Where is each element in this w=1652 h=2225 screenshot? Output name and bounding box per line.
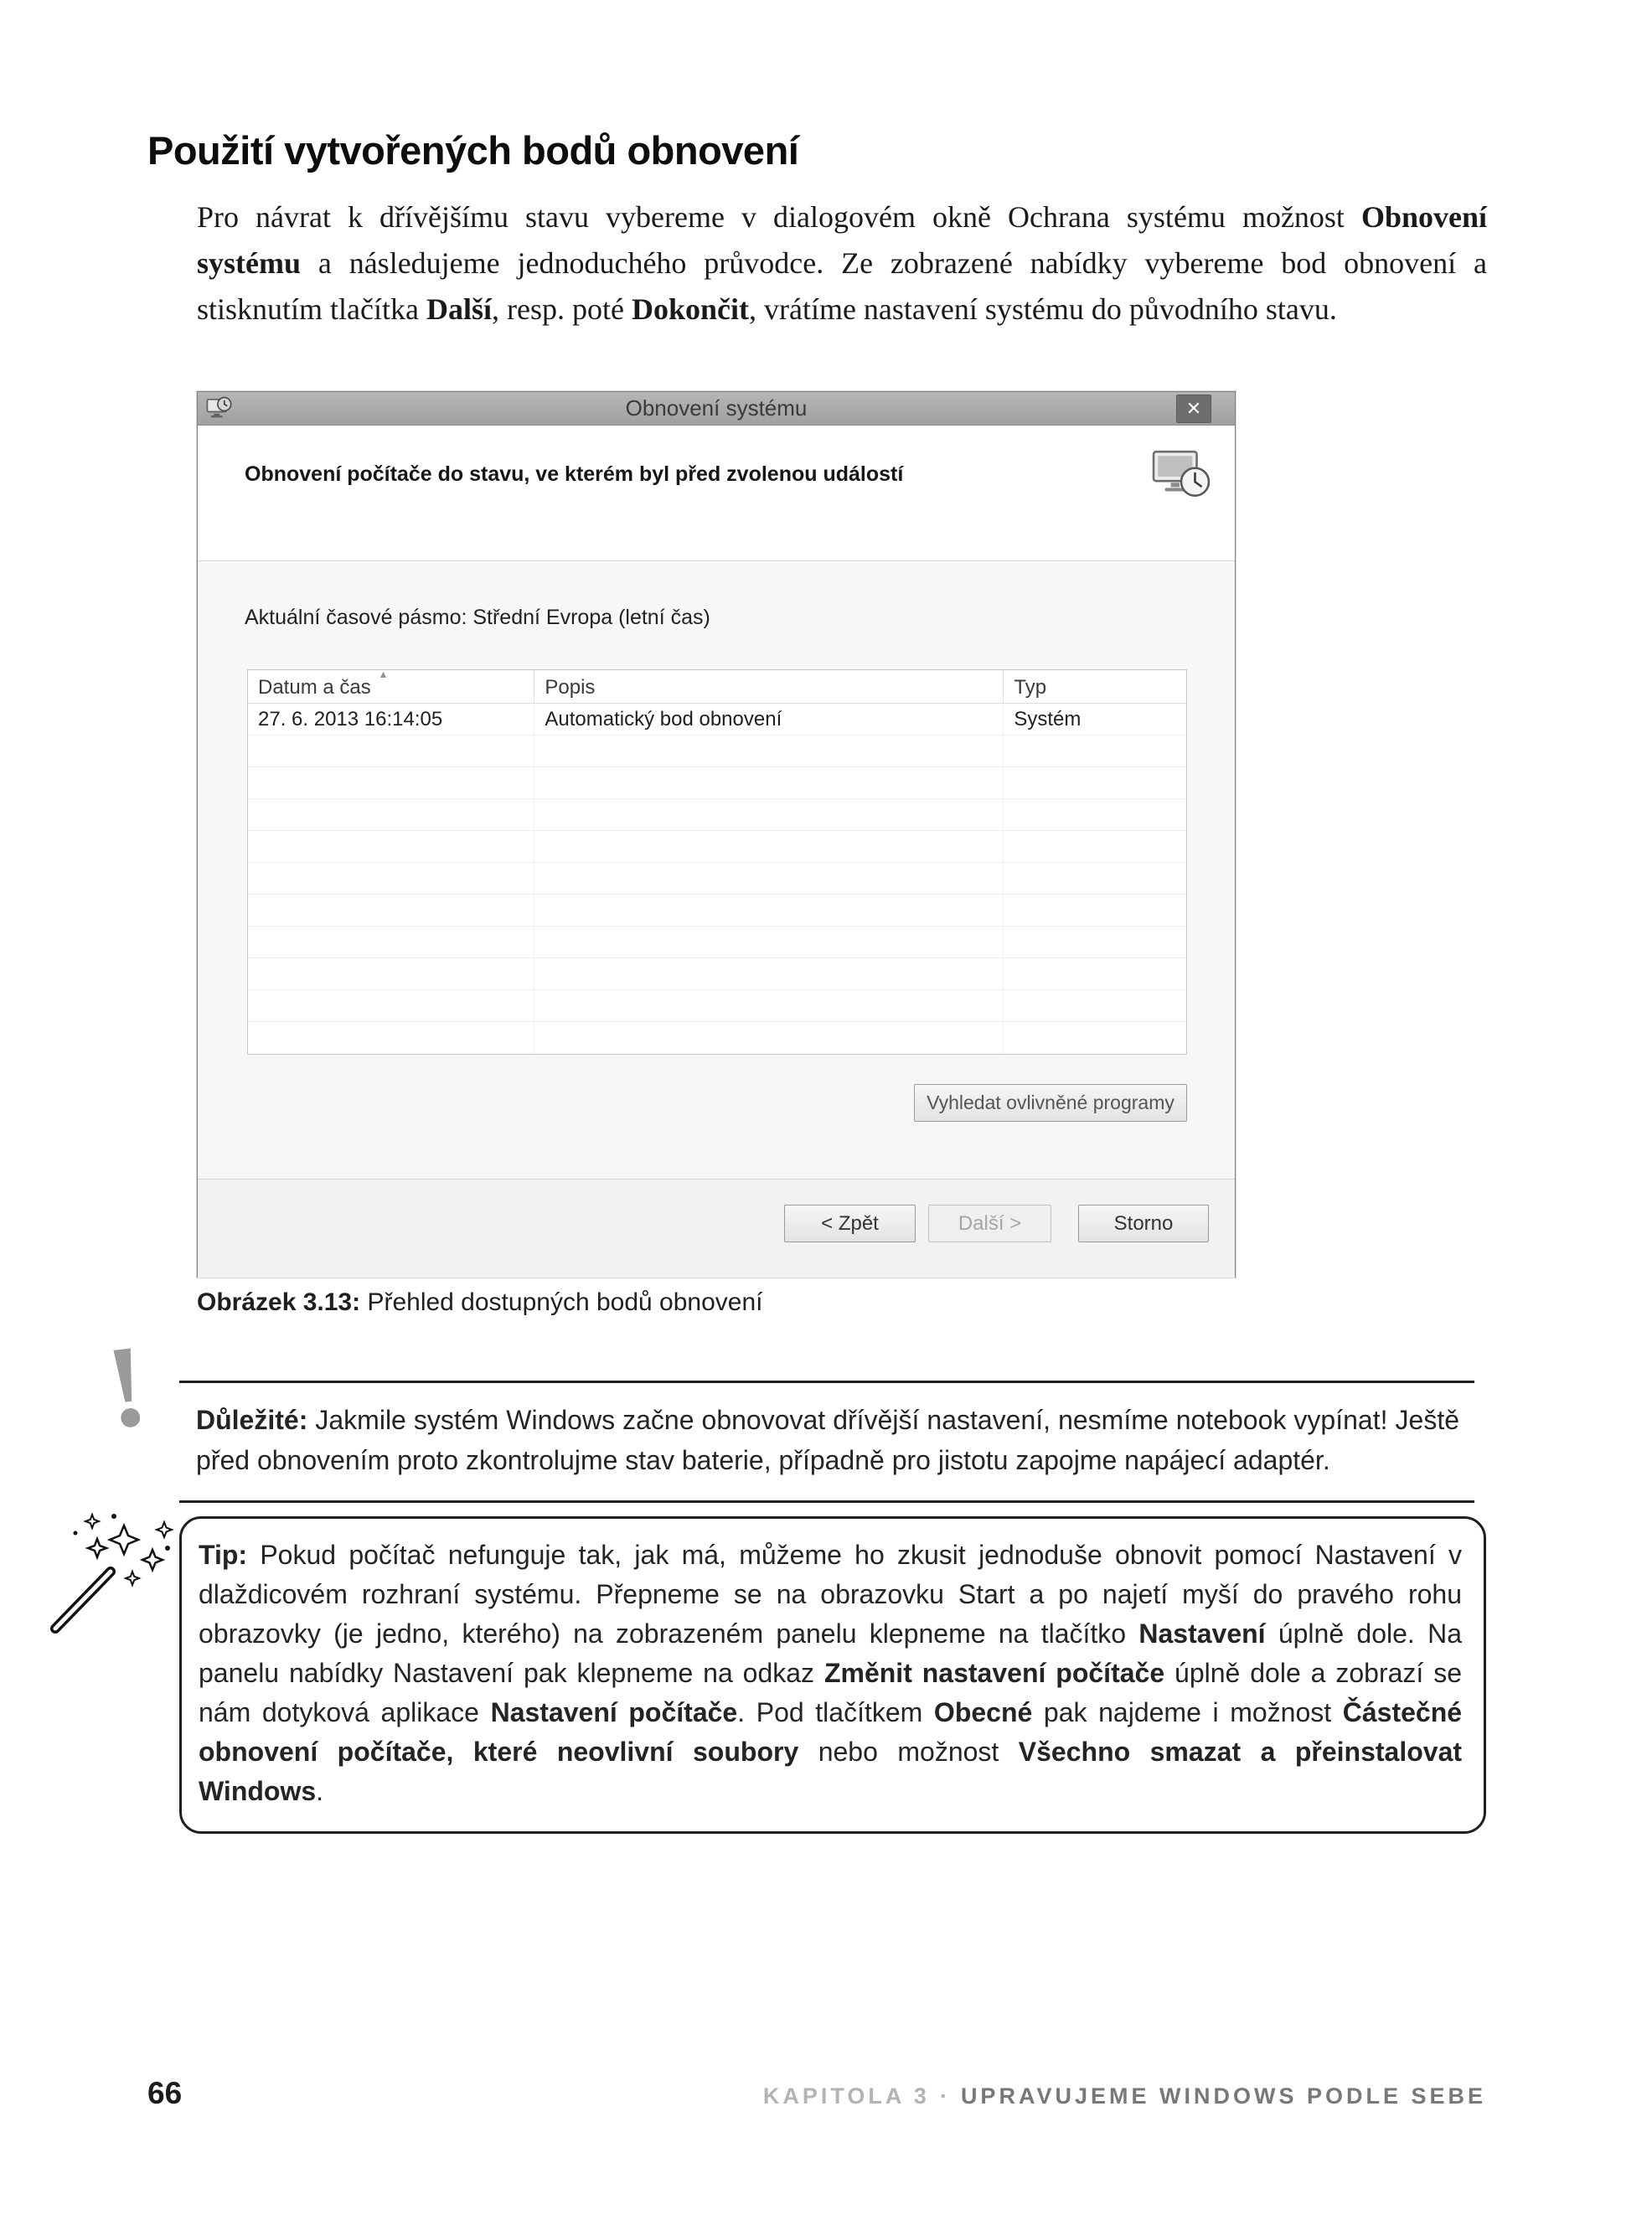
empty-cell xyxy=(248,927,534,958)
table-empty-row xyxy=(248,863,1186,895)
cell-type: Systém xyxy=(1014,708,1082,730)
scan-affected-programs-button[interactable]: Vyhledat ovlivněné programy xyxy=(914,1084,1187,1122)
column-header-date[interactable]: Datum a čas xyxy=(248,670,534,703)
cell-description: Automatický bod obnovení xyxy=(534,704,1004,735)
chapter-label: KAPITOLA 3 xyxy=(762,2083,930,2109)
table-empty-row xyxy=(248,736,1186,767)
column-header-type[interactable]: Typ xyxy=(1014,676,1047,699)
empty-cell xyxy=(534,1022,1004,1054)
cell-datetime: 27. 6. 2013 16:14:05 xyxy=(248,704,534,735)
intro-paragraph: Pro návrat k dřívějšímu stavu vybereme v dialogovém okně Ochrana systému možnost Obnovení systému a následujeme jednoduchého průvodce. Ze zobrazené nabídky vybereme bod obnovení a stisknutím tlačítka Další, resp. poté Dokončit, vrátíme nastavení systému do původního stavu. xyxy=(197,200,1487,326)
empty-cell xyxy=(248,863,534,894)
empty-cell xyxy=(534,736,1004,767)
table-empty-row xyxy=(248,1022,1186,1054)
dialog-header xyxy=(198,426,1235,561)
important-note: Důležité: Jakmile systém Windows začne obnovovat dřívější nastavení, nesmíme notebook vypínat! Ještě před obnovením proto zkontrolujme stav baterie, případně pro jistotu zapojme napájecí adaptér. xyxy=(179,1381,1474,1503)
table-empty-row xyxy=(248,831,1186,863)
empty-cell xyxy=(534,927,1004,958)
column-header-description[interactable]: Popis xyxy=(534,670,1004,703)
restore-points-table xyxy=(247,669,1187,1055)
table-empty-row xyxy=(248,895,1186,927)
empty-cell xyxy=(1004,958,1186,989)
system-restore-icon xyxy=(204,394,233,422)
dialog-footer xyxy=(198,1179,1235,1278)
sort-asc-icon: ▴ xyxy=(380,667,387,680)
restore-point-row[interactable] xyxy=(248,704,1186,736)
empty-cell xyxy=(1004,1022,1186,1054)
close-icon[interactable]: ✕ xyxy=(1176,395,1211,423)
empty-cell xyxy=(248,958,534,989)
empty-cell xyxy=(1004,736,1186,767)
figure-caption: Obrázek 3.13: Přehled dostupných bodů obnovení xyxy=(197,1288,763,1316)
page-footer xyxy=(147,2076,1486,2111)
empty-cell xyxy=(534,831,1004,862)
empty-cell xyxy=(248,1022,534,1054)
computer-clock-icon xyxy=(1149,447,1213,508)
empty-cell xyxy=(248,831,534,862)
empty-cell xyxy=(534,799,1004,830)
section-heading: Použití vytvořených bodů obnovení xyxy=(147,128,799,173)
dialog-header-text: Obnovení počítače do stavu, ve kterém byl před zvolenou událostí xyxy=(245,462,904,486)
empty-cell xyxy=(248,895,534,926)
empty-cell xyxy=(1004,831,1186,862)
tip-note: Tip: Pokud počítač nefunguje tak, jak má, můžeme ho zkusit jednoduše obnovit pomocí Nastavení v dlaždicovém rozhraní systému. Přepneme se na obrazovku Start a po najetí myší do pravého rohu obrazovky (je jedno, kterého) na zobrazeném panelu klepneme na tlačítko Nastavení úplně dole. Na panelu nabídky Nastavení pak klepneme na odkaz Změnit nastavení počítače úplně dole a zobrazí se nám dotyková aplikace Nastavení počítače. Pod tlačítkem Obecné pak najdeme i možnost Částečné obnovení počítače, které neovlivní soubory nebo možnost Všechno smazat a přeinstalovat Windows. xyxy=(179,1516,1486,1834)
empty-cell xyxy=(1004,767,1186,798)
empty-cell xyxy=(1004,990,1186,1021)
dialog-title: Obnovení systému xyxy=(625,395,808,421)
empty-cell xyxy=(1004,863,1186,894)
page-number: 66 xyxy=(147,2076,183,2110)
empty-cell xyxy=(1004,895,1186,926)
empty-cell xyxy=(248,736,534,767)
empty-cell xyxy=(534,767,1004,798)
cancel-button[interactable]: Storno xyxy=(1078,1205,1209,1242)
table-empty-row xyxy=(248,799,1186,831)
table-empty-row xyxy=(248,990,1186,1022)
table-empty-row xyxy=(248,927,1186,958)
empty-cell xyxy=(534,863,1004,894)
timezone-label: Aktuální časové pásmo: Střední Evropa (letní čas) xyxy=(245,606,710,629)
next-button[interactable]: Další > xyxy=(928,1205,1051,1242)
book-title: UPRAVUJEME WINDOWS PODLE SEBE xyxy=(960,2083,1486,2109)
system-restore-dialog xyxy=(197,391,1236,1278)
separator-dot: · xyxy=(939,2083,951,2109)
running-head xyxy=(763,2083,1486,2109)
magic-wand-icon xyxy=(42,1505,184,1643)
empty-cell xyxy=(1004,927,1186,958)
exclamation-icon: ! xyxy=(99,1319,154,1454)
table-empty-row xyxy=(248,958,1186,990)
empty-cell xyxy=(248,767,534,798)
empty-cell xyxy=(248,990,534,1021)
dialog-titlebar[interactable] xyxy=(198,392,1235,426)
empty-cell xyxy=(1004,799,1186,830)
restore-points-empty-rows xyxy=(248,736,1186,1054)
empty-cell xyxy=(534,958,1004,989)
dialog-body xyxy=(198,562,1235,1179)
back-button[interactable]: < Zpět xyxy=(784,1205,916,1242)
empty-cell xyxy=(248,799,534,830)
empty-cell xyxy=(534,895,1004,926)
table-empty-row xyxy=(248,767,1186,799)
table-header xyxy=(248,667,1186,704)
empty-cell xyxy=(534,990,1004,1021)
